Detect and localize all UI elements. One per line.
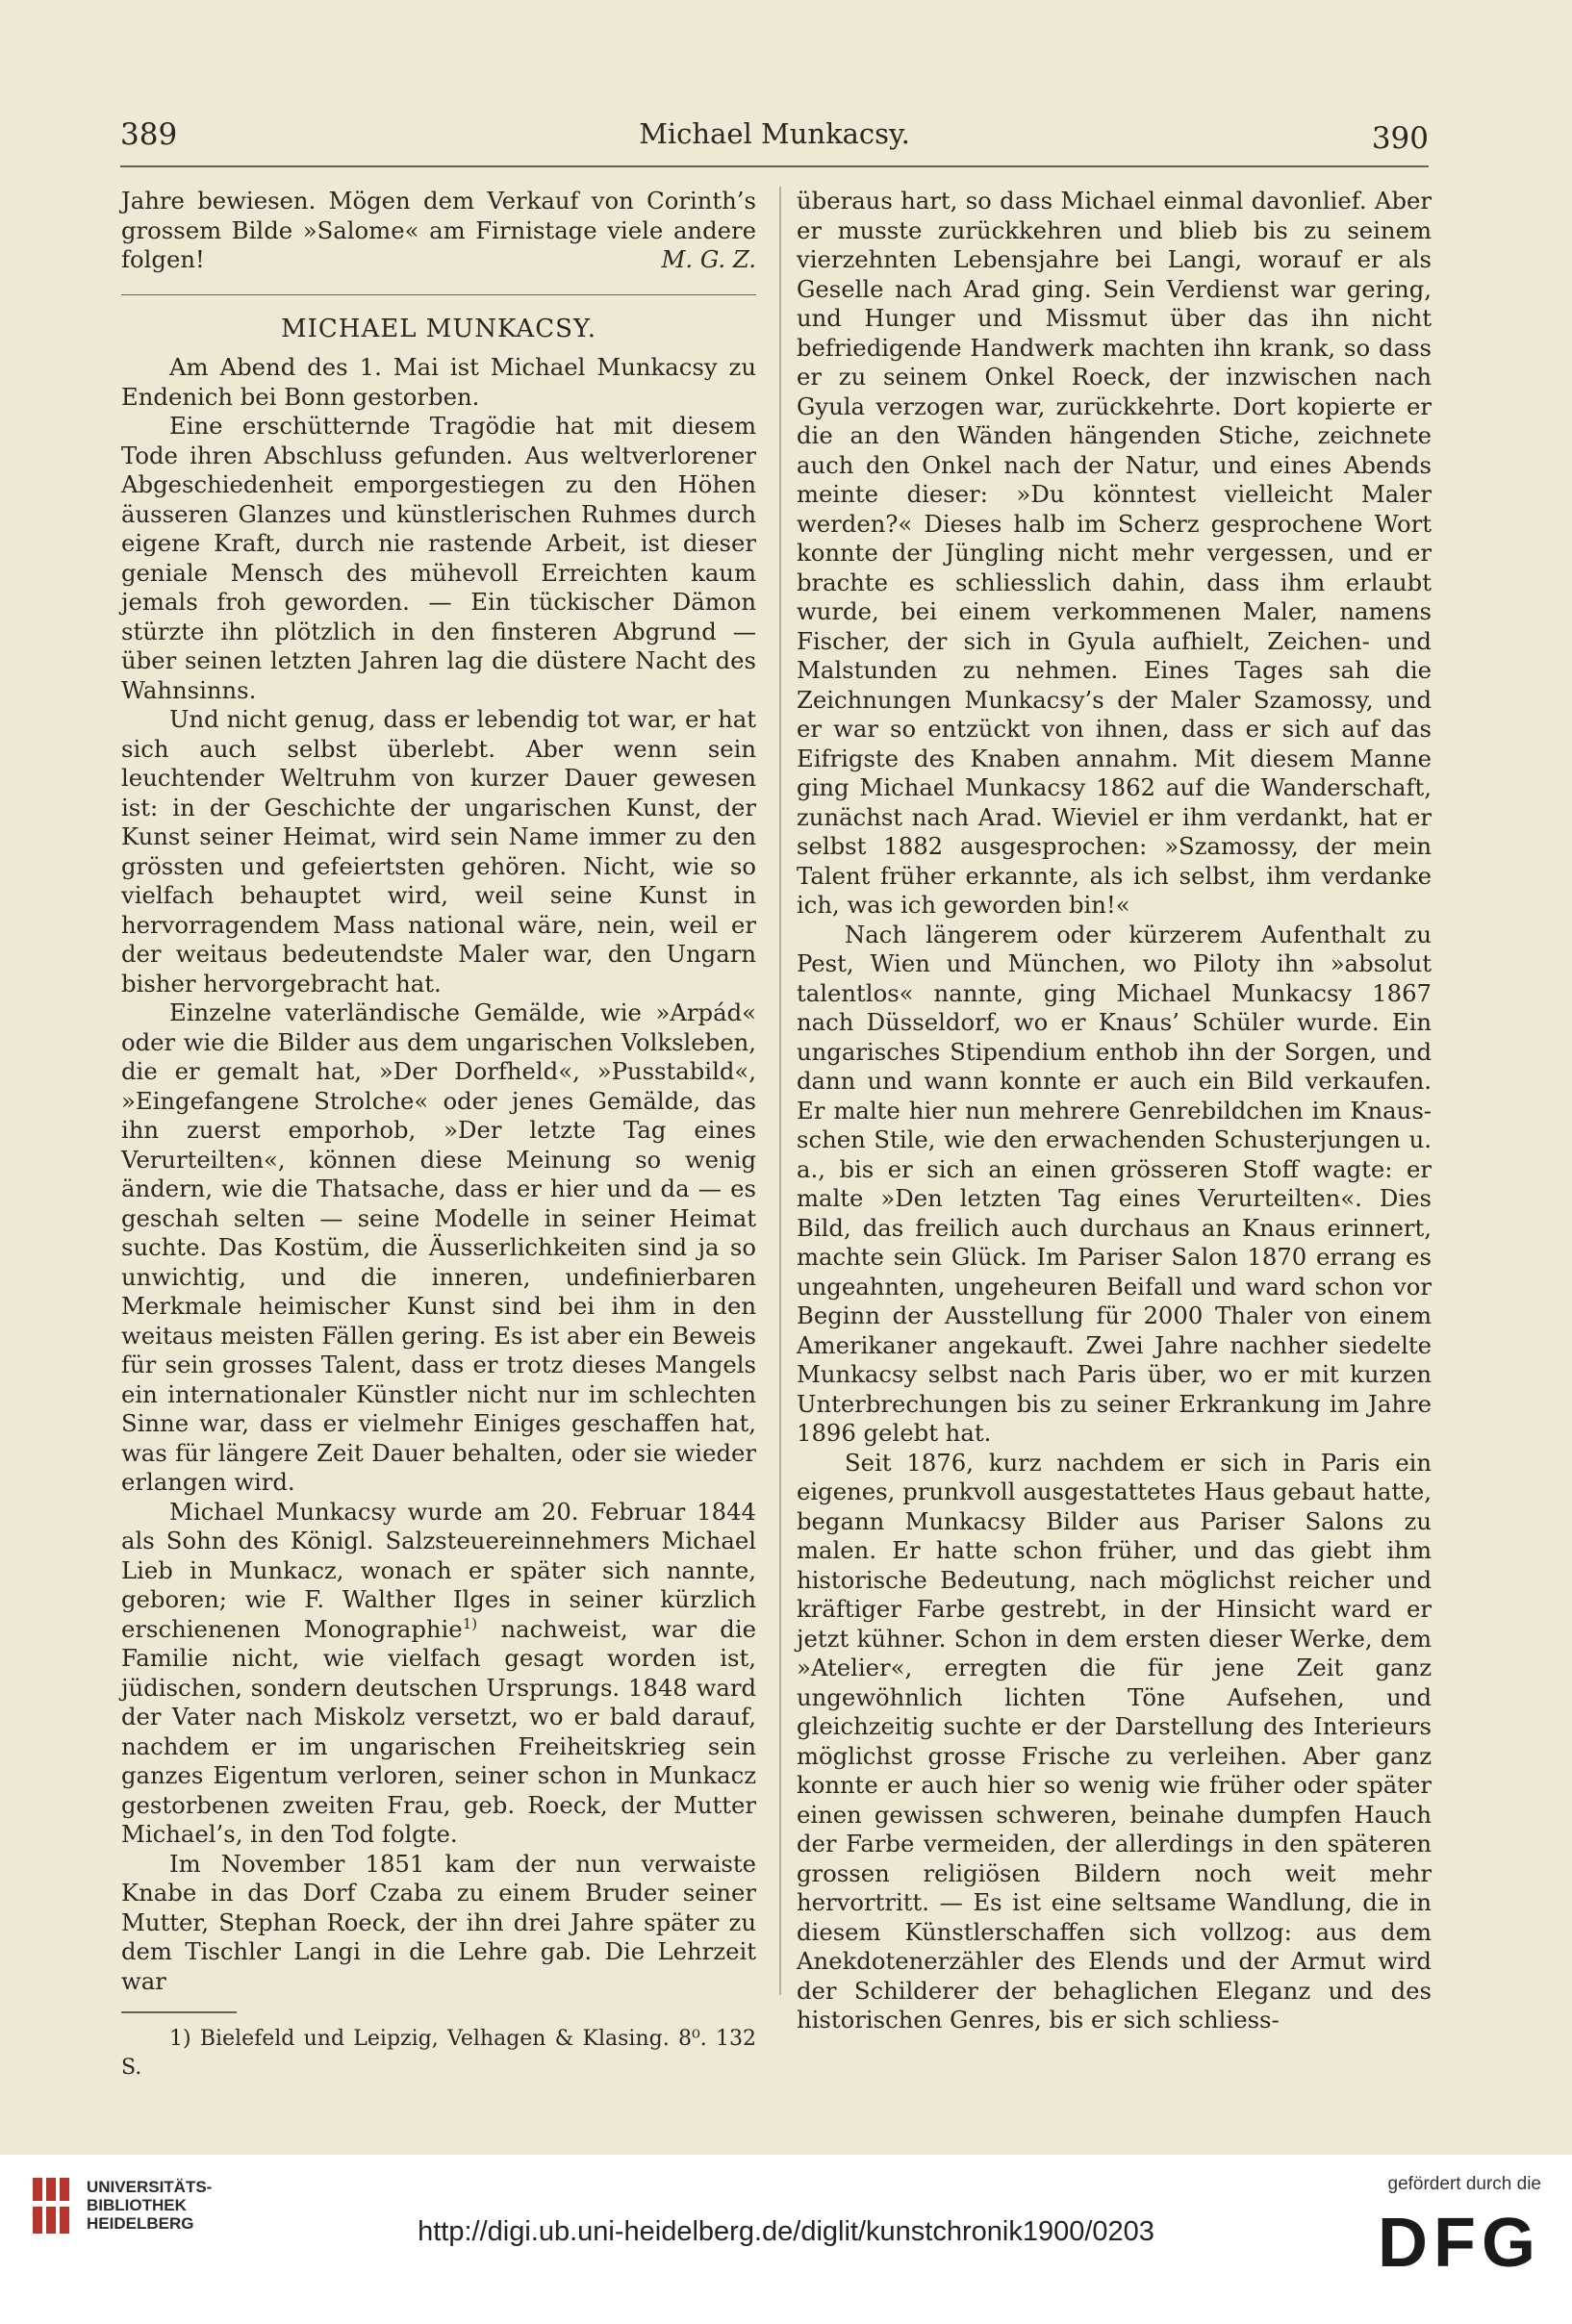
running-title: Michael Munkacsy.	[639, 117, 910, 150]
paragraph-birth: Michael Munkacsy wurde am 20. Februar 1844 als Sohn des Königl. Salzsteuereinnehmers Michael Lieb in Munkacz, wonach er später sich nannte, geboren; wie F. Walther Ilges in seiner kürzlich erschienenen Monographie$^{1)}$ nachweist, war die Familie nicht, wie vielfach gesagt worden ist, jüdischen, sondern deutschen Ursprungs. 1848 ward der Vater nach Miskolz versetzt, wo er bald darauf, nachdem er im ungarischen Freiheitskrieg sein ganzes Eigentum verloren, seiner schon in Munkacz gestorbenen zweiten Frau, geb. Roeck, der Mutter Michael’s, in den Tod folgte.	[121, 1497, 756, 1848]
paragraph: Am Abend des 1. Mai ist Michael Munkacsy zu Endenich bei Bonn gestorben.	[121, 353, 756, 411]
paragraph: Einzelne vaterländische Gemälde, wie »Arpád« oder wie die Bilder aus dem ungarischen Volksleben, die er gemalt hat, »Der Dorfheld«, »Pusstabild«, »Eingefangene Strolche« oder jenes Gemälde, das ihn zuerst emporhob, »Der letzte Tag eines Verurteilten«, können diese Meinung so wenig ändern, wie die Thatsache, dass er hier und da — es geschah selten — seine Modelle in seiner Heimat suchte. Das Kostüm, die Äusserlichkeiten sind ja so unwichtig, und die inneren, undefinierbaren Merkmale heimischer Kunst sind bei ihm in den weitaus meisten Fällen gering. Es ist aber ein Beweis für sein grosses Talent, dass er trotz dieses Mangels ein internationaler Künstler nicht nur im schlechten Sinne war, dass er vielmehr Einiges geschaffen hat, was für längere Zeit Dauer behalten, oder sie wieder erlangen wird.	[121, 998, 756, 1496]
previous-article-end: Jahre bewiesen. Mögen dem Verkauf von Corinth’s grossem Bilde »Salome« am Firnistage viele andere folgen!	[121, 187, 756, 273]
library-name: UNIVERSITÄTS- BIBLIOTHEK HEIDELBERG	[87, 2178, 213, 2233]
paragraph: überaus hart, so dass Michael einmal davonlief. Aber er musste zurückkehren und blieb bis zu seinem vierzehnten Lebensjahre bei Langi, worauf er als Geselle nach Arad ging. Sein Verdienst war gering, und Hunger und Missmut über das ihn nicht befriedigende Handwerk machten ihn krank, so dass er zu seinem Onkel Roeck, der inzwischen nach Gyula verzogen war, zurückkehrte. Dort kopierte er die an den Wänden hängenden Stiche, zeichnete auch den Onkel nach der Natur, und eines Abends meinte dieser: »Du könntest vielleicht Maler werden?« Dieses halb im Scherz gesprochene Wort konnte der Jüngling nicht mehr vergessen, und er brachte es schliesslich dahin, dass ihm erlaubt wurde, bei einem verkommenen Maler, namens Fischer, der sich in Gyula aufhielt, Zeichen- und Malstunden zu nehmen. Eines Tages sah die Zeichnungen Munkacsy’s der Maler Szamossy, und er war so entzückt von ihnen, dass er sich auf das Eifrigste des Knaben annahm. Mit diesem Manne ging Michael Munkacsy 1862 auf die Wanderschaft, zunächst nach Arad. Wieviel er ihm verdankt, hat er selbst 1882 ausgesprochen: »Szamossy, der mein Talent früher erkannte, als ich selbst, ihm verdanke ich, was ich geworden bin!«	[797, 187, 1432, 919]
page-number-right: 390	[1371, 121, 1429, 156]
paragraph: Und nicht genug, dass er lebendig tot war, er hat sich auch selbst überlebt. Aber wenn sein leuchtender Weltruhm von kurzer Dauer gewesen ist: in der Geschichte der ungarischen Kunst, der Kunst seiner Heimat, wird sein Name immer zu den grössten und gefeiertsten gehören. Nicht, wie so vielfach behauptet wird, weil seine Kunst in hervorragendem Mass national wäre, nein, weil er der weitaus bedeutendste Maler war, den Ungarn bisher hervorgebracht hat.	[121, 705, 756, 998]
article-separator	[121, 281, 756, 295]
paragraph: Im November 1851 kam der nun verwaiste Knabe in das Dorf Czaba zu einem Bruder seiner Mutter, Stephan Roeck, der ihn drei Jahre später zu dem Tischler Langi in die Lehre gab. Die Lehrzeit war	[121, 1849, 756, 1995]
footnote: 1) Bielefeld und Leipzig, Velhagen & Klasing. 8⁰. 132 S.	[121, 2026, 756, 2080]
header-rule	[120, 165, 1429, 167]
left-column	[121, 187, 756, 2084]
right-column	[797, 187, 1432, 2035]
page-number-left: 389	[120, 117, 178, 152]
running-header	[120, 117, 1429, 165]
column-divider	[779, 187, 781, 1995]
article-title: MICHAEL MUNKACSY.	[281, 314, 596, 343]
dfg-logo[interactable]: DFG	[1378, 2205, 1541, 2282]
paragraph: Nach längerem oder kürzerem Aufenthalt zu Pest, Wien und München, wo Piloty ihn »absolut talentlos« nannte, ging Michael Munkacsy 1867 nach Düsseldorf, wo er Knaus’ Schüler wurde. Ein ungarisches Stipendium enthob ihn der Sorgen, und dann und wann konnte er auch ein Bild verkaufen. Er malte hier nun mehrere Genrebildchen im Knaus-schen Stile, wie den erwachenden Schusterjungen u. a., bis er sich an einen grösseren Stoff wagte: er malte »Den letzten Tag eines Verurteilten«. Dies Bild, das freilich auch durchaus an Knaus erinnert, machte sein Glück. Im Pariser Salon 1870 errang es ungeahnten, ungeheuren Beifall und ward schon vor Beginn der Ausstellung für 2000 Thaler von einem Amerikaner angekauft. Zwei Jahre nachher siedelte Munkacsy selbst nach Paris über, wo er mit kurzen Unterbrechungen bis zu seiner Erkrankung im Jahre 1896 gelebt hat.	[797, 920, 1432, 1447]
paragraph: Seit 1876, kurz nachdem er sich in Paris ein eigenes, prunkvoll ausgestattetes Haus gebaut hatte, begann Munkacsy Bilder aus Pariser Salons zu malen. Er hatte schon früher, und das giebt ihm historische Bedeutung, nach möglichst reicher und kräftiger Farbe gestrebt, in der Hinsicht ward er jetzt kühner. Schon in dem ersten dieser Werke, dem »Atelier«, erregten die für jene Zeit ganz ungewöhnlich lichten Töne Aufsehen, und gleichzeitig suchte er der Darstellung des Interieurs möglichst grosse Frische zu verleihen. Aber ganz konnte er auch hier so wenig wie früher oder später einen gewissen schweren, beinahe dumpfen Hauch der Farbe vermeiden, der allerdings in den späteren grossen religiösen Bildern noch weit mehr hervortritt. — Es ist eine seltsame Wandlung, die in diesem Künstlerschaffen sich vollzog: aus dem Anekdotenerzähler des Elends und der Armut wird der Schilderer der behaglichen Eleganz und des historischen Genres, bis er sich schliess-	[797, 1448, 1432, 2034]
source-url[interactable]: http://digi.ub.uni-heidelberg.de/diglit/kunstchronik1900/0203	[418, 2216, 1154, 2247]
footnote-rule	[121, 2011, 237, 2013]
funding-caption: gefördert durch die	[1387, 2174, 1541, 2194]
author-signature: M. G. Z.	[661, 245, 756, 273]
digitization-footer	[0, 2155, 1572, 2324]
footnote-marker: 1)	[462, 1614, 478, 1632]
paragraph: Eine erschütternde Tragödie hat mit diesem Tode ihren Abschluss gefunden. Aus weltverlorener Abgeschiedenheit emporgestiegen zu den Höhen äusseren Glanzes und künstlerischen Ruhmes durch eigene Kraft, durch nie rastende Arbeit, ist dieser geniale Mensch des mühevoll Erreichten kaum jemals froh geworden. — Ein tückischer Dämon stürzte ihn plötzlich in den finsteren Abgrund — über seinen letzten Jahren lag die düstere Nacht des Wahnsinns.	[121, 412, 756, 704]
